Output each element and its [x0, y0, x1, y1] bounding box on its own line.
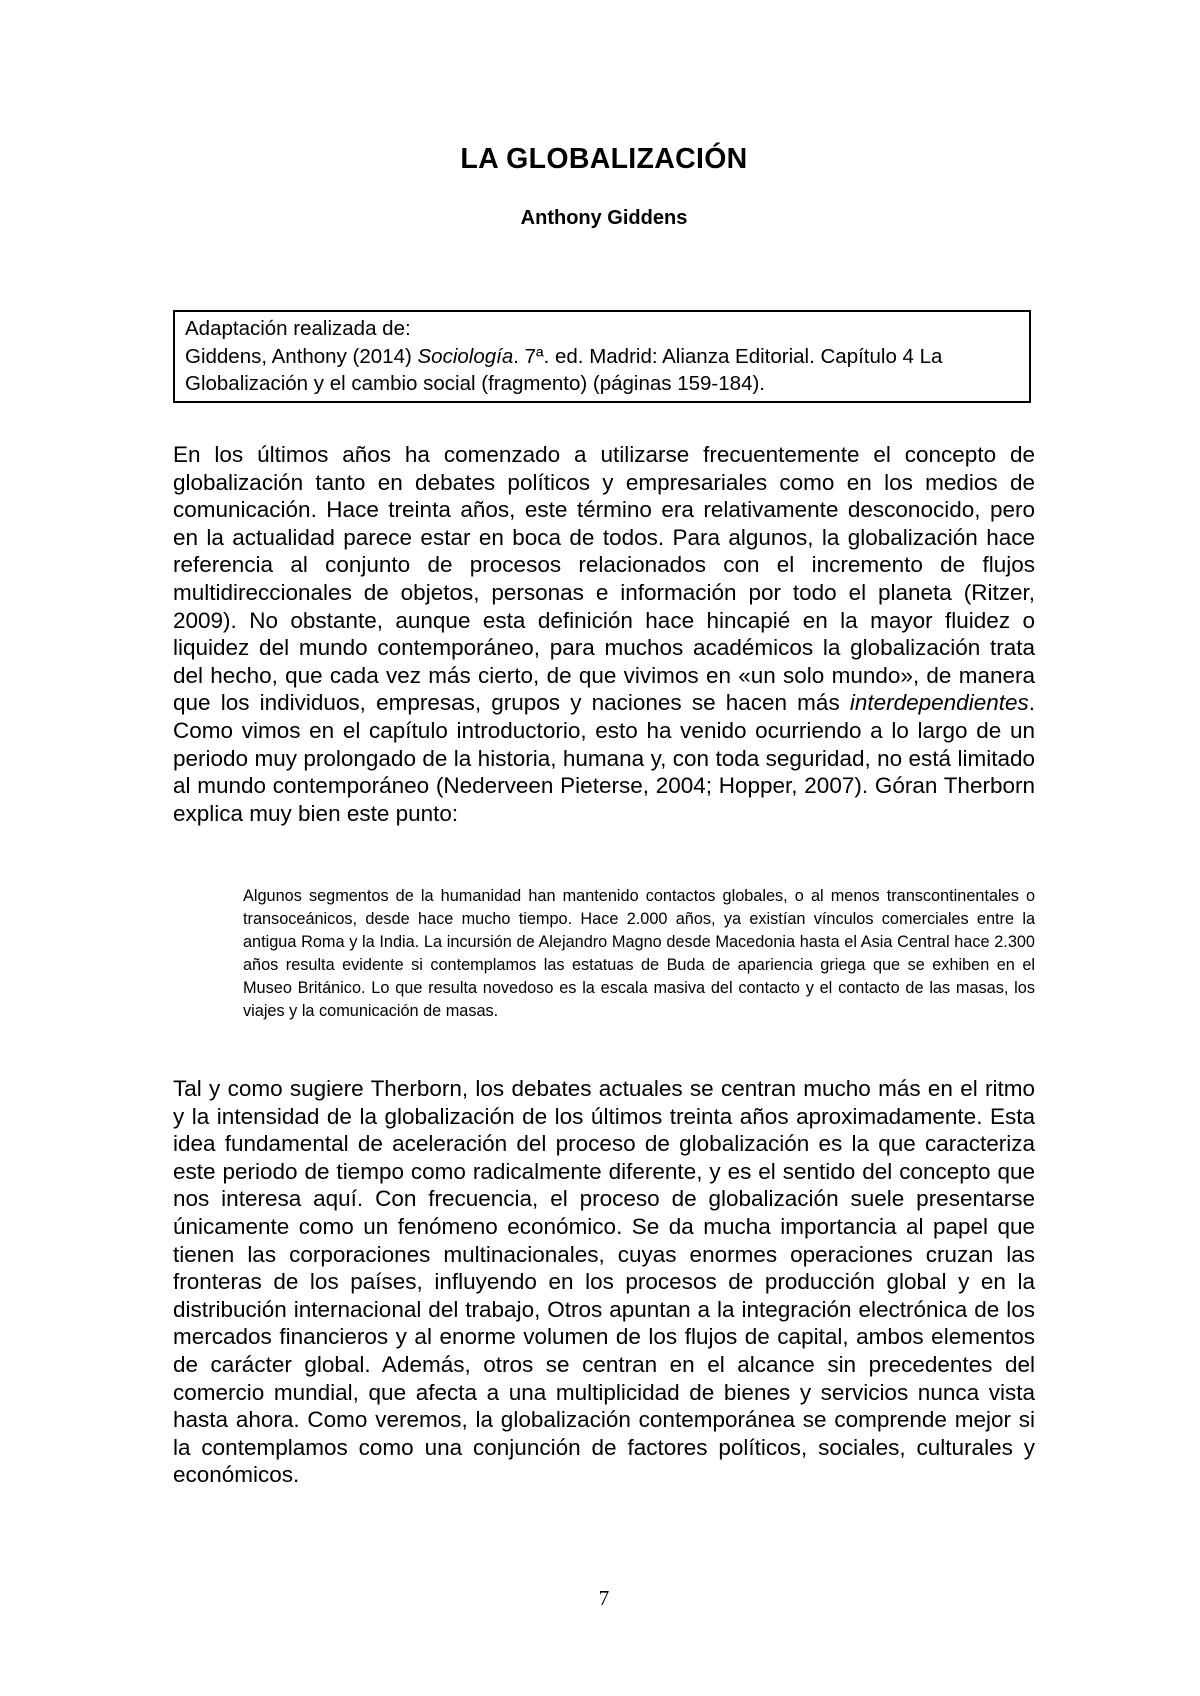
source-citation — [185, 343, 1019, 398]
paragraph-intro-emphasis: interdependientes — [849, 690, 1029, 716]
paragraph-intro-text: En los últimos años ha comenzado a utilizarse frecuentemente el concepto de globalización tanto en debates políticos y empresariales como en los medios de comunicación. Hace treinta años, este término era relativamente desconocido, pero en la actualidad parece estar en boca de todos. Para algunos, la globalización hace referencia al conjunto de procesos relacionados con el incremento de flujos multidireccionales de objetos, personas e información por todo el planeta (Ritzer, 2009). No obstante, aunque esta definición hace hincapié en la mayor fluidez o liquidez del mundo contemporáneo, para muchos académicos la globalización trata del hecho, que cada vez más cierto, de que vivimos en «un solo mundo», de manera que los individuos, empresas, grupos y naciones se hacen más — [173, 442, 1035, 716]
citation-details: . 7ª. ed. Madrid: Alianza Editorial. Capítulo 4 La Globalización y el cambio social (fragmento) (páginas 159-184). — [185, 344, 943, 395]
author-name: Anthony Giddens — [520, 207, 688, 229]
document-page — [173, 0, 1035, 1696]
paragraph-therborn-discussion: Tal y como sugiere Therborn, los debates actuales se centran mucho más en el ritmo y la intensidad de la globalización de los últimos treinta años aproximadamente. Esta idea fundamental de aceleración del proceso de globalización es la que caracteriza este periodo de tiempo como radicalmente diferente, y es el sentido del concepto que nos interesa aquí. Con frecuencia, el proceso de globalización suele presentarse únicamente como un fenómeno económico. Se da mucha importancia al papel que tienen las corporaciones multinacionales, cuyas enormes operaciones cruzan las fronteras de los países, influyendo en los procesos de producción global y en la distribución internacional del trabajo, Otros apuntan a la integración electrónica de los mercados financieros y al enorme volumen de los flujos de capital, ambos elementos de carácter global. Además, otros se centran en el alcance sin precedentes del comercio mundial, que afecta a una multiplicidad de bienes y servicios nunca vista hasta ahora. Como veremos, la globalización contemporánea se comprende mejor si la contemplamos como una conjunción de factores políticos, sociales, culturales y económicos. — [173, 1076, 1035, 1488]
paragraph-intro-continuation: . Como vimos en el capítulo introductorio, esto ha venido ocurriendo a lo largo de un periodo muy prolongado de la historia, humana y, con toda seguridad, no está limitado al mundo contemporáneo (Nederveen Pieterse, 2004; Hopper, 2007). Góran Therborn explica muy bien este punto: — [173, 690, 1035, 826]
paragraph-intro — [173, 441, 1035, 827]
citation-author: Giddens, Anthony (2014) — [185, 344, 418, 368]
page-number: 7 — [598, 1586, 610, 1610]
document-title: LA GLOBALIZACIÓN — [460, 143, 748, 175]
source-label: Adaptación realizada de: — [185, 317, 411, 340]
citation-book-title: Sociología — [417, 344, 514, 368]
therborn-quote: Algunos segmentos de la humanidad han mantenido contactos globales, o al menos transcontinentales o transoceánicos, desde hace mucho tiempo. Hace 2.000 años, ya existían vínculos comerciales entre la antigua Roma y la India. La incursión de Alejandro Magno desde Macedonia hasta el Asia Central hace 2.300 años resulta evidente si contemplamos las estatuas de Buda de apariencia griega que se exhiben en el Museo Británico. Lo que resulta novedoso es la escala masiva del contacto y el contacto de las masas, los viajes y la comunicación de masas. — [243, 887, 1035, 1020]
source-citation-box — [173, 310, 1031, 403]
